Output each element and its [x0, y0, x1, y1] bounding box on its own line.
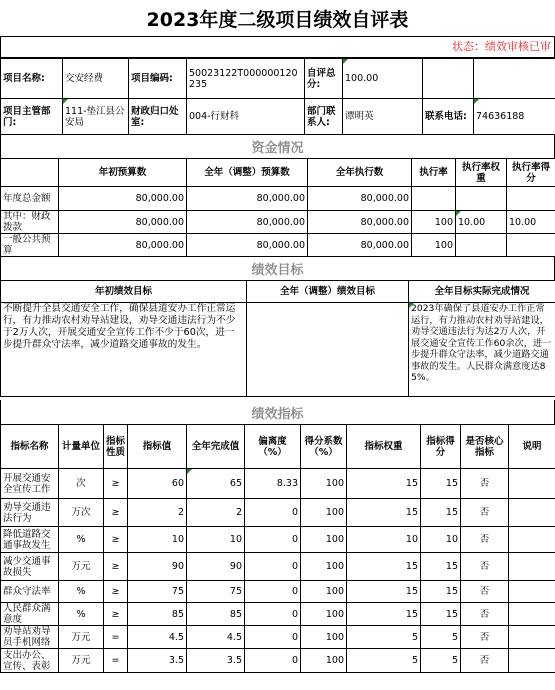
funds-cell: [456, 187, 507, 211]
indicators-header: 得分系数（%）: [301, 425, 347, 469]
indicator-weight: 15: [347, 603, 421, 626]
indicator-unit: %: [59, 527, 104, 553]
indicator-core: 否: [461, 553, 509, 581]
indicator-target: 10: [128, 527, 187, 553]
indicator-name: 劝导站劝导员手机网络: [1, 626, 59, 649]
finance-label: 财政归口处室:: [129, 99, 187, 135]
indicator-nature: ≥: [104, 527, 128, 553]
goals-header-actual: 全年目标实际完成情况: [409, 281, 555, 303]
funds-cell: 80,000.00: [187, 234, 308, 257]
indicator-actual: 10: [187, 527, 245, 553]
contact-value: 谭明英: [343, 99, 423, 135]
indicator-coefficient: 100: [301, 499, 347, 527]
indicator-name: 群众守法率: [1, 581, 59, 603]
project-code-label: 项目编码:: [129, 59, 187, 99]
indicator-deviation: 0: [245, 581, 301, 603]
project-code-value: 50023122T000000120235: [187, 59, 305, 99]
indicator-nature: ≥: [104, 469, 128, 499]
funds-row: [1, 187, 555, 211]
indicator-target: 85: [128, 603, 187, 626]
indicator-score: 15: [421, 499, 461, 527]
indicator-unit: 万元: [59, 649, 104, 673]
indicator-deviation: 0: [245, 649, 301, 673]
funds-cell: 一般公共预算: [1, 234, 59, 257]
indicator-weight: 5: [347, 649, 421, 673]
indicator-coefficient: 100: [301, 603, 347, 626]
contact-label: 部门联系人:: [305, 99, 343, 135]
indicator-weight: 15: [347, 581, 421, 603]
goals-initial-text: 不断提升全县交通安全工作，确保县道安办工作正常运行，有力推动农村劝导站建设，劝导交通违法行为不少于2万人次，开展交通安全宣传工作不少于60次，进一步提升群众守法率，减少道路交通事故的发生。: [1, 303, 247, 397]
indicator-coefficient: 100: [301, 553, 347, 581]
indicator-deviation: 0: [245, 527, 301, 553]
indicators-header: 偏离度（%）: [245, 425, 301, 469]
dept-value: 111-垫江县公安局: [63, 99, 129, 135]
indicator-score: 15: [421, 553, 461, 581]
indicator-name: 支出办公、宣传、表彰: [1, 649, 59, 673]
funds-cell: 80,000.00: [308, 234, 412, 257]
funds-header: 执行率得分: [507, 159, 555, 187]
indicator-score: 15: [421, 469, 461, 499]
score-value: 100.00: [343, 59, 423, 99]
indicator-note: [509, 649, 555, 673]
project-name-label: 项目名称:: [1, 59, 63, 99]
indicator-unit: 次: [59, 469, 104, 499]
indicator-weight: 15: [347, 553, 421, 581]
indicator-unit: 万元: [59, 553, 104, 581]
funds-header: 执行率权重: [456, 159, 507, 187]
funds-row: [1, 234, 555, 257]
indicators-header: 指标名称: [1, 425, 59, 469]
indicator-score: 5: [421, 649, 461, 673]
indicator-target: 4.5: [128, 626, 187, 649]
indicators-header: 是否核心指标: [461, 425, 509, 469]
indicator-target: 3.5: [128, 649, 187, 673]
phone-value: 74636188: [474, 99, 555, 135]
indicator-note: [509, 469, 555, 499]
page-title: 2023年度二级项目绩效自评表: [146, 8, 409, 31]
indicator-unit: 万元: [59, 626, 104, 649]
funds-cell: 80,000.00: [308, 211, 412, 234]
project-name-value: 交安经费: [63, 59, 129, 99]
indicator-score: 15: [421, 581, 461, 603]
indicator-coefficient: 100: [301, 649, 347, 673]
funds-cell: 10.00: [456, 211, 507, 234]
indicator-name: 人民群众满意度: [1, 603, 59, 626]
goals-actual-text: 2023年确保了县道安办工作正常运行，有力推动农村劝导站建设，劝导交通违法行为达2万人次，开展交通安全宣传工作60余次，进一步提升群众守法率，减少道路交通事故的发生。人民群众满意度达85%。: [409, 303, 555, 397]
indicators-section-title: 绩效指标: [0, 400, 555, 424]
indicator-core: 否: [461, 527, 509, 553]
funds-cell: [507, 187, 555, 211]
goals-table: [0, 280, 555, 397]
funds-cell: 其中：财政拨款: [1, 211, 59, 234]
indicator-weight: 15: [347, 469, 421, 499]
indicator-core: 否: [461, 581, 509, 603]
indicator-coefficient: 100: [301, 626, 347, 649]
funds-header: 年初预算数: [59, 159, 187, 187]
indicator-nature: ≥: [104, 553, 128, 581]
indicator-target: 75: [128, 581, 187, 603]
indicator-core: 否: [461, 469, 509, 499]
goals-section-title: 绩效目标: [0, 256, 555, 280]
indicator-deviation: 8.33: [245, 469, 301, 499]
funds-cell: [412, 187, 456, 211]
indicator-nature: ≥: [104, 603, 128, 626]
indicator-coefficient: 100: [301, 469, 347, 499]
indicator-deviation: 0: [245, 553, 301, 581]
funds-cell: 80,000.00: [187, 187, 308, 211]
funds-cell: 80,000.00: [308, 187, 412, 211]
indicator-name: 降低道路交通事故发生: [1, 527, 59, 553]
finance-value: 004-行财科: [187, 99, 305, 135]
indicator-actual: 75: [187, 581, 245, 603]
indicator-nature: =: [104, 649, 128, 673]
indicator-actual: 85: [187, 603, 245, 626]
funds-header: [1, 159, 59, 187]
funds-row: [1, 211, 555, 234]
indicator-row: [1, 626, 555, 649]
project-info-table: [0, 58, 555, 135]
indicator-actual: 2: [187, 499, 245, 527]
indicator-row: [1, 649, 555, 673]
indicator-row: [1, 553, 555, 581]
funds-cell: 100: [412, 234, 456, 257]
funds-section-title: 资金情况: [0, 134, 555, 158]
indicator-row: [1, 603, 555, 626]
funds-header: 全年执行数: [308, 159, 412, 187]
indicator-weight: 5: [347, 626, 421, 649]
indicator-row: [1, 581, 555, 603]
funds-cell: 100: [412, 211, 456, 234]
indicator-score: 10: [421, 527, 461, 553]
indicator-name: 减少交通事故损失: [1, 553, 59, 581]
indicator-unit: 万次: [59, 499, 104, 527]
indicator-deviation: 0: [245, 626, 301, 649]
phone-label: 联系电话:: [423, 99, 474, 135]
goals-header-adjusted: 全年（调整）绩效目标: [247, 281, 409, 303]
indicator-row: [1, 527, 555, 553]
indicator-actual: 65: [187, 469, 245, 499]
indicator-target: 60: [128, 469, 187, 499]
funds-cell: 10.00: [507, 211, 555, 234]
indicator-coefficient: 100: [301, 527, 347, 553]
indicator-deviation: 0: [245, 499, 301, 527]
indicator-note: [509, 581, 555, 603]
indicator-nature: =: [104, 626, 128, 649]
funds-cell: 80,000.00: [59, 187, 187, 211]
indicator-core: 否: [461, 649, 509, 673]
funds-cell: 80,000.00: [59, 211, 187, 234]
funds-header: 执行率: [412, 159, 456, 187]
funds-cell: 80,000.00: [59, 234, 187, 257]
indicator-score: 15: [421, 603, 461, 626]
funds-cell: 80,000.00: [187, 211, 308, 234]
goals-adjusted-text: [247, 303, 409, 397]
indicators-header: 指标得分: [421, 425, 461, 469]
indicator-note: [509, 499, 555, 527]
indicator-unit: %: [59, 581, 104, 603]
indicator-target: 2: [128, 499, 187, 527]
indicator-weight: 10: [347, 527, 421, 553]
score-label: 自评总分:: [305, 59, 343, 99]
indicator-nature: ≥: [104, 499, 128, 527]
indicator-nature: ≥: [104, 581, 128, 603]
funds-cell: [507, 234, 555, 257]
indicator-note: [509, 626, 555, 649]
empty-cell: [474, 59, 555, 99]
funds-header: 全年（调整）预算数: [187, 159, 308, 187]
indicator-row: [1, 499, 555, 527]
funds-table: [0, 158, 555, 257]
indicator-score: 5: [421, 626, 461, 649]
indicators-header: 说明: [509, 425, 555, 469]
indicators-table: [0, 424, 555, 673]
indicator-note: [509, 603, 555, 626]
indicators-header: 计量单位: [59, 425, 104, 469]
indicator-deviation: 0: [245, 603, 301, 626]
status-text: 状态：绩效审核已审: [452, 40, 551, 53]
indicator-name: 劝导交通违法行为: [1, 499, 59, 527]
indicators-header: 指标权重: [347, 425, 421, 469]
indicator-target: 90: [128, 553, 187, 581]
indicator-note: [509, 553, 555, 581]
indicators-header: 指标值: [128, 425, 187, 469]
indicator-unit: %: [59, 603, 104, 626]
indicators-header: 全年完成值: [187, 425, 245, 469]
indicator-core: 否: [461, 603, 509, 626]
indicator-core: 否: [461, 626, 509, 649]
indicator-name: 开展交通安全宣传工作: [1, 469, 59, 499]
indicator-weight: 15: [347, 499, 421, 527]
indicator-coefficient: 100: [301, 581, 347, 603]
indicator-actual: 3.5: [187, 649, 245, 673]
indicator-core: 否: [461, 499, 509, 527]
indicator-row: [1, 469, 555, 499]
indicator-actual: 90: [187, 553, 245, 581]
indicator-note: [509, 527, 555, 553]
indicator-actual: 4.5: [187, 626, 245, 649]
indicators-header: 指标性质: [104, 425, 128, 469]
funds-cell: [456, 234, 507, 257]
funds-cell: 年度总金额: [1, 187, 59, 211]
empty-cell: [423, 59, 474, 99]
dept-label: 项目主管部门:: [1, 99, 63, 135]
goals-header-initial: 年初绩效目标: [1, 281, 247, 303]
